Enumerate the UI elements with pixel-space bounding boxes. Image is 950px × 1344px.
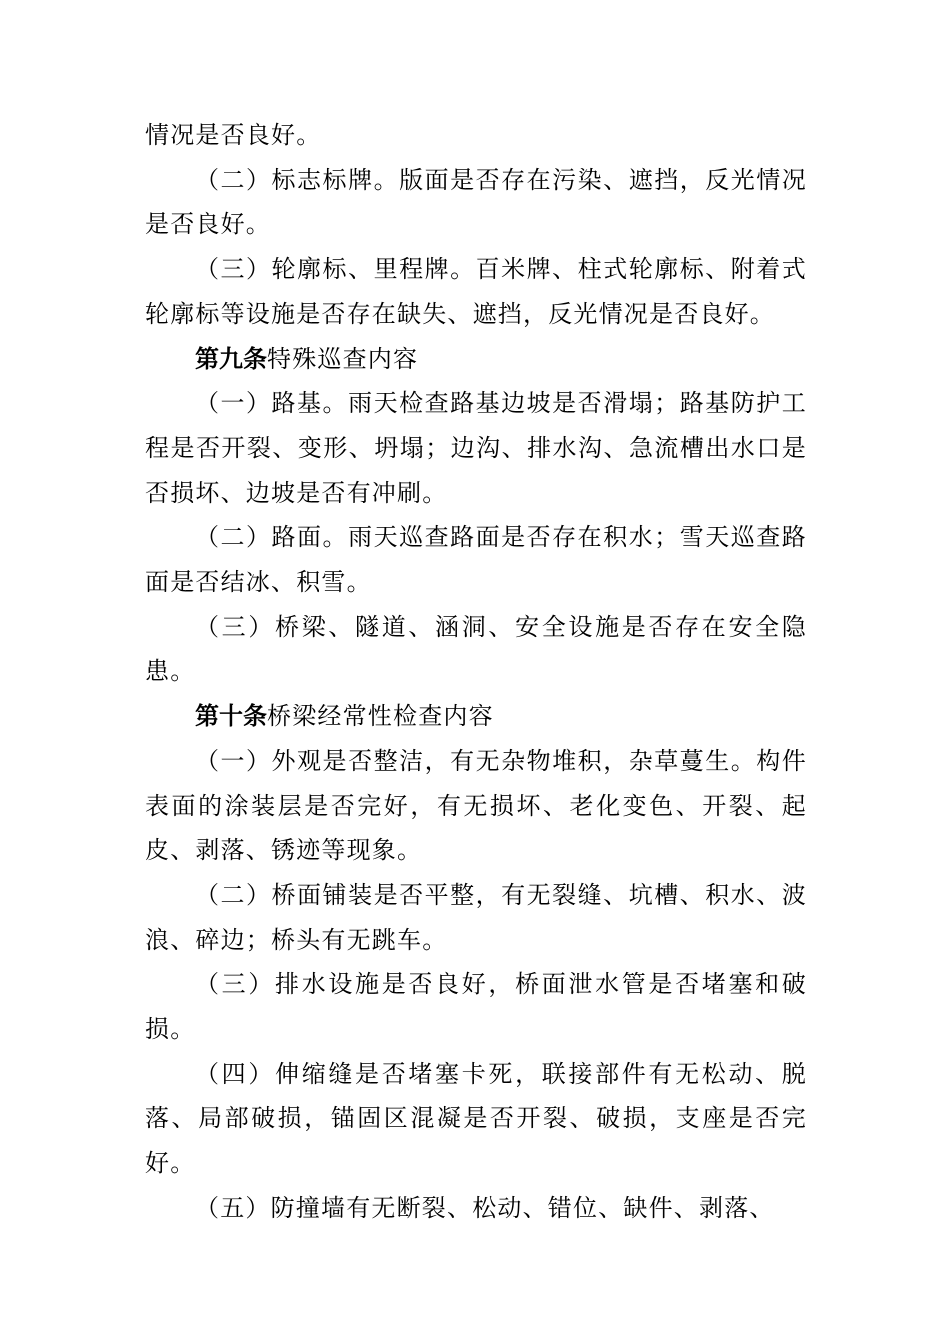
article-9-item-2: （二）路面。雨天巡查路面是否存在积水；雪天巡查路面是否结冰、积雪。 <box>145 523 807 597</box>
article-10-subtitle: 桥梁经常性检查内容 <box>267 702 494 731</box>
paragraph-continuation: 情况是否良好。 <box>145 121 322 149</box>
article-9-subtitle: 特殊巡查内容 <box>267 344 419 373</box>
article-10-item-3: （三）排水设施是否良好，桥面泄水管是否堵塞和破损。 <box>145 970 807 1044</box>
article-10-item-5: （五）防撞墙有无断裂、松动、错位、缺件、剥落、 <box>195 1193 775 1222</box>
paragraph-sign-boards: （二）标志标牌。版面是否存在污染、遮挡，反光情况是否良好。 <box>145 165 807 239</box>
article-10-item-1: （一）外观是否整洁，有无杂物堆积，杂草蔓生。构件表面的涂装层是否完好，有无损坏、老化变色、开裂、起皮、剥落、锈迹等现象。 <box>145 746 807 865</box>
paragraph-delineators: （三）轮廓标、里程牌。百米牌、柱式轮廓标、附着式轮廓标等设施是否存在缺失、遮挡，反光情况是否良好。 <box>145 255 807 328</box>
article-10-item-2: （二）桥面铺装是否平整，有无裂缝、坑槽、积水、波浪、碎边；桥头有无跳车。 <box>145 880 807 954</box>
article-9-item-3: （三）桥梁、隧道、涵洞、安全设施是否存在安全隐患。 <box>145 612 807 686</box>
article-9-item-1: （一）路基。雨天检查路基边坡是否滑塌；路基防护工程是否开裂、变形、坍塌；边沟、排水沟、急流槽出水口是否损坏、边坡是否有冲刷。 <box>145 389 807 507</box>
article-10-heading <box>145 694 807 739</box>
article-9-heading <box>145 337 807 382</box>
document-body <box>145 113 807 1231</box>
article-10-title: 第十条 <box>195 702 267 731</box>
article-10-item-4: （四）伸缩缝是否堵塞卡死，联接部件有无松动、脱落、局部破损，锚固区混凝是否开裂、破损，支座是否完好。 <box>145 1059 807 1178</box>
article-9-title: 第九条 <box>195 344 267 373</box>
